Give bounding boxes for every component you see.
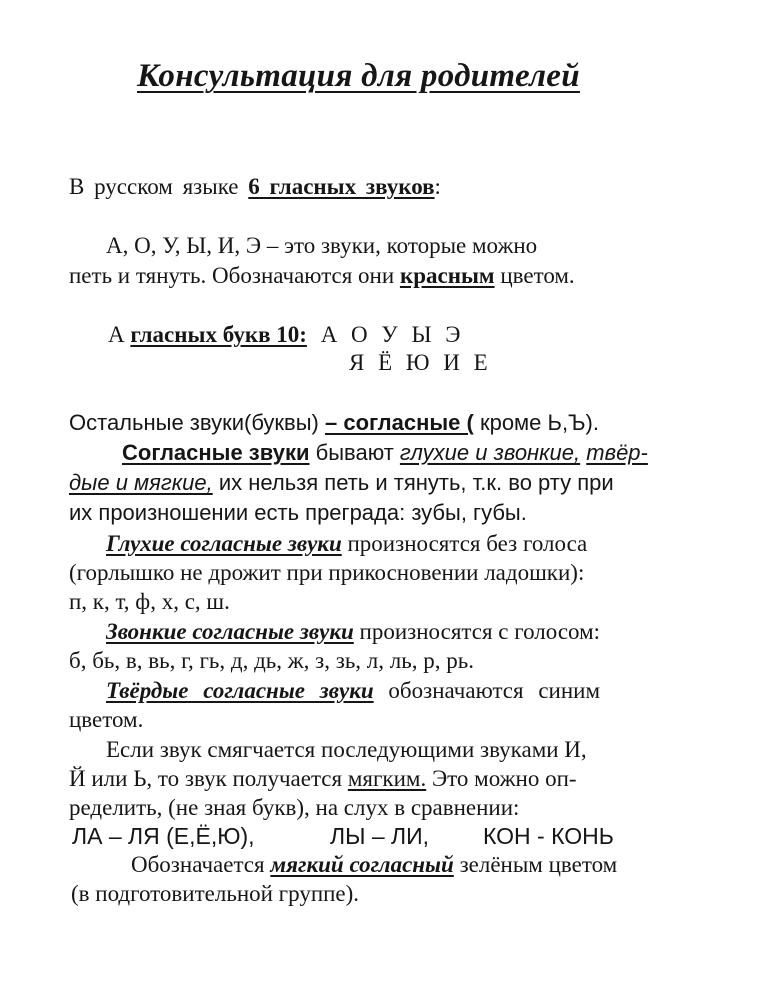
voiceless-line-2: (горлышко не дрожит при прикосновении ладошки): — [69, 560, 585, 585]
hard-line-2: цветом. — [69, 707, 144, 732]
voiceless-label: Глухие согласные звуки — [106, 531, 342, 556]
vowel-sounds-count: 6 гласных звуков — [248, 174, 435, 199]
consonants-paragraph-line-3: их произношении есть преграда: зубы, губы. — [69, 500, 527, 525]
soft-line-5-pre: Обозначается — [131, 852, 271, 877]
hard-soft-term: дые и мягкие, — [69, 470, 213, 495]
consonants-intro — [69, 409, 599, 437]
vowel-sounds-line — [69, 173, 441, 201]
soft-line-6: (в подготовительной группе). — [71, 881, 360, 906]
consonants-paragraph-line-2 — [69, 469, 614, 497]
vowel-letters-count: гласных букв 10: — [130, 322, 307, 347]
hard-term-part: твёр- — [586, 440, 648, 465]
consonants-intro-bold: – согласные ( — [325, 410, 474, 435]
vowel-letters-line-1 — [108, 321, 460, 349]
soft-consonant-term: мягкий согласный — [270, 852, 454, 877]
vowel-letters-row-1: А О У Ы Э — [306, 322, 461, 347]
voiceless-rest: произносятся без голоса — [341, 531, 588, 556]
voiceless-letters: п, к, т, ф, х, с, ш. — [69, 589, 230, 614]
consonants-p1-mid: бывают — [309, 440, 400, 465]
consonants-intro-pre: Остальные звуки(буквы) — [69, 410, 325, 435]
vowel-list-line-2-pre: петь и тянуть. Обозначаются они — [69, 263, 400, 288]
soft-word: мягким. — [347, 766, 427, 791]
hard-line-1 — [106, 677, 600, 705]
vowel-list-line-2 — [69, 262, 575, 290]
hard-rest: обозначаются синим — [373, 678, 601, 703]
consonants-p1-line2-rest: их нельзя петь и тянуть, т.к. во рту при — [212, 470, 614, 495]
soft-line-2-pre: Й или Ь, то звук получается — [69, 766, 348, 791]
soft-example-3: КОН - КОНЬ — [483, 823, 614, 849]
page-title: Консультация для родителей — [137, 58, 580, 94]
soft-line-1: Если звук смягчается последующими звуками И, — [106, 737, 587, 762]
vowel-sounds-suffix: : — [434, 174, 441, 199]
voiceless-line-1 — [106, 530, 587, 558]
soft-line-5-post: зелёным цветом — [453, 852, 618, 877]
soft-line-5 — [131, 851, 617, 879]
soft-example-1: ЛА – ЛЯ (Е,Ё,Ю), — [72, 823, 255, 849]
voiced-letters: б, бь, в, вь, г, гь, д, дь, ж, з, зь, л, ль, р, рь. — [69, 648, 474, 673]
soft-line-2 — [69, 765, 577, 793]
soft-line-3: ределить, (не зная букв), на слух в сравнении: — [69, 795, 520, 820]
vowel-letters-prefix: А — [108, 322, 131, 347]
consonant-sounds-label: Согласные звуки — [122, 440, 310, 465]
vowel-letters-row-2: Я Ё Ю И Е — [349, 350, 488, 375]
consonants-paragraph-line-1 — [122, 439, 648, 467]
voiced-rest: произносятся с голосом: — [353, 619, 601, 644]
voiced-label: Звонкие согласные звуки — [106, 619, 354, 644]
soft-line-2-post: Это можно оп- — [426, 766, 577, 791]
vowel-sounds-prefix: В русском языке — [69, 174, 249, 199]
voiceless-voiced-term: глухие и звонкие, — [399, 440, 581, 465]
voiced-line-1 — [106, 618, 600, 646]
vowel-list-line-1: А, О, У, Ы, И, Э – это звуки, которые можно — [106, 233, 538, 258]
hard-label: Твёрдые согласные звуки — [106, 678, 374, 703]
vowel-list-line-2-post: цветом. — [494, 263, 575, 288]
consonants-intro-post: кроме Ь,Ъ). — [473, 410, 599, 435]
red-color-word: красным — [399, 263, 495, 288]
soft-example-2: ЛЫ – ЛИ, — [330, 823, 430, 849]
